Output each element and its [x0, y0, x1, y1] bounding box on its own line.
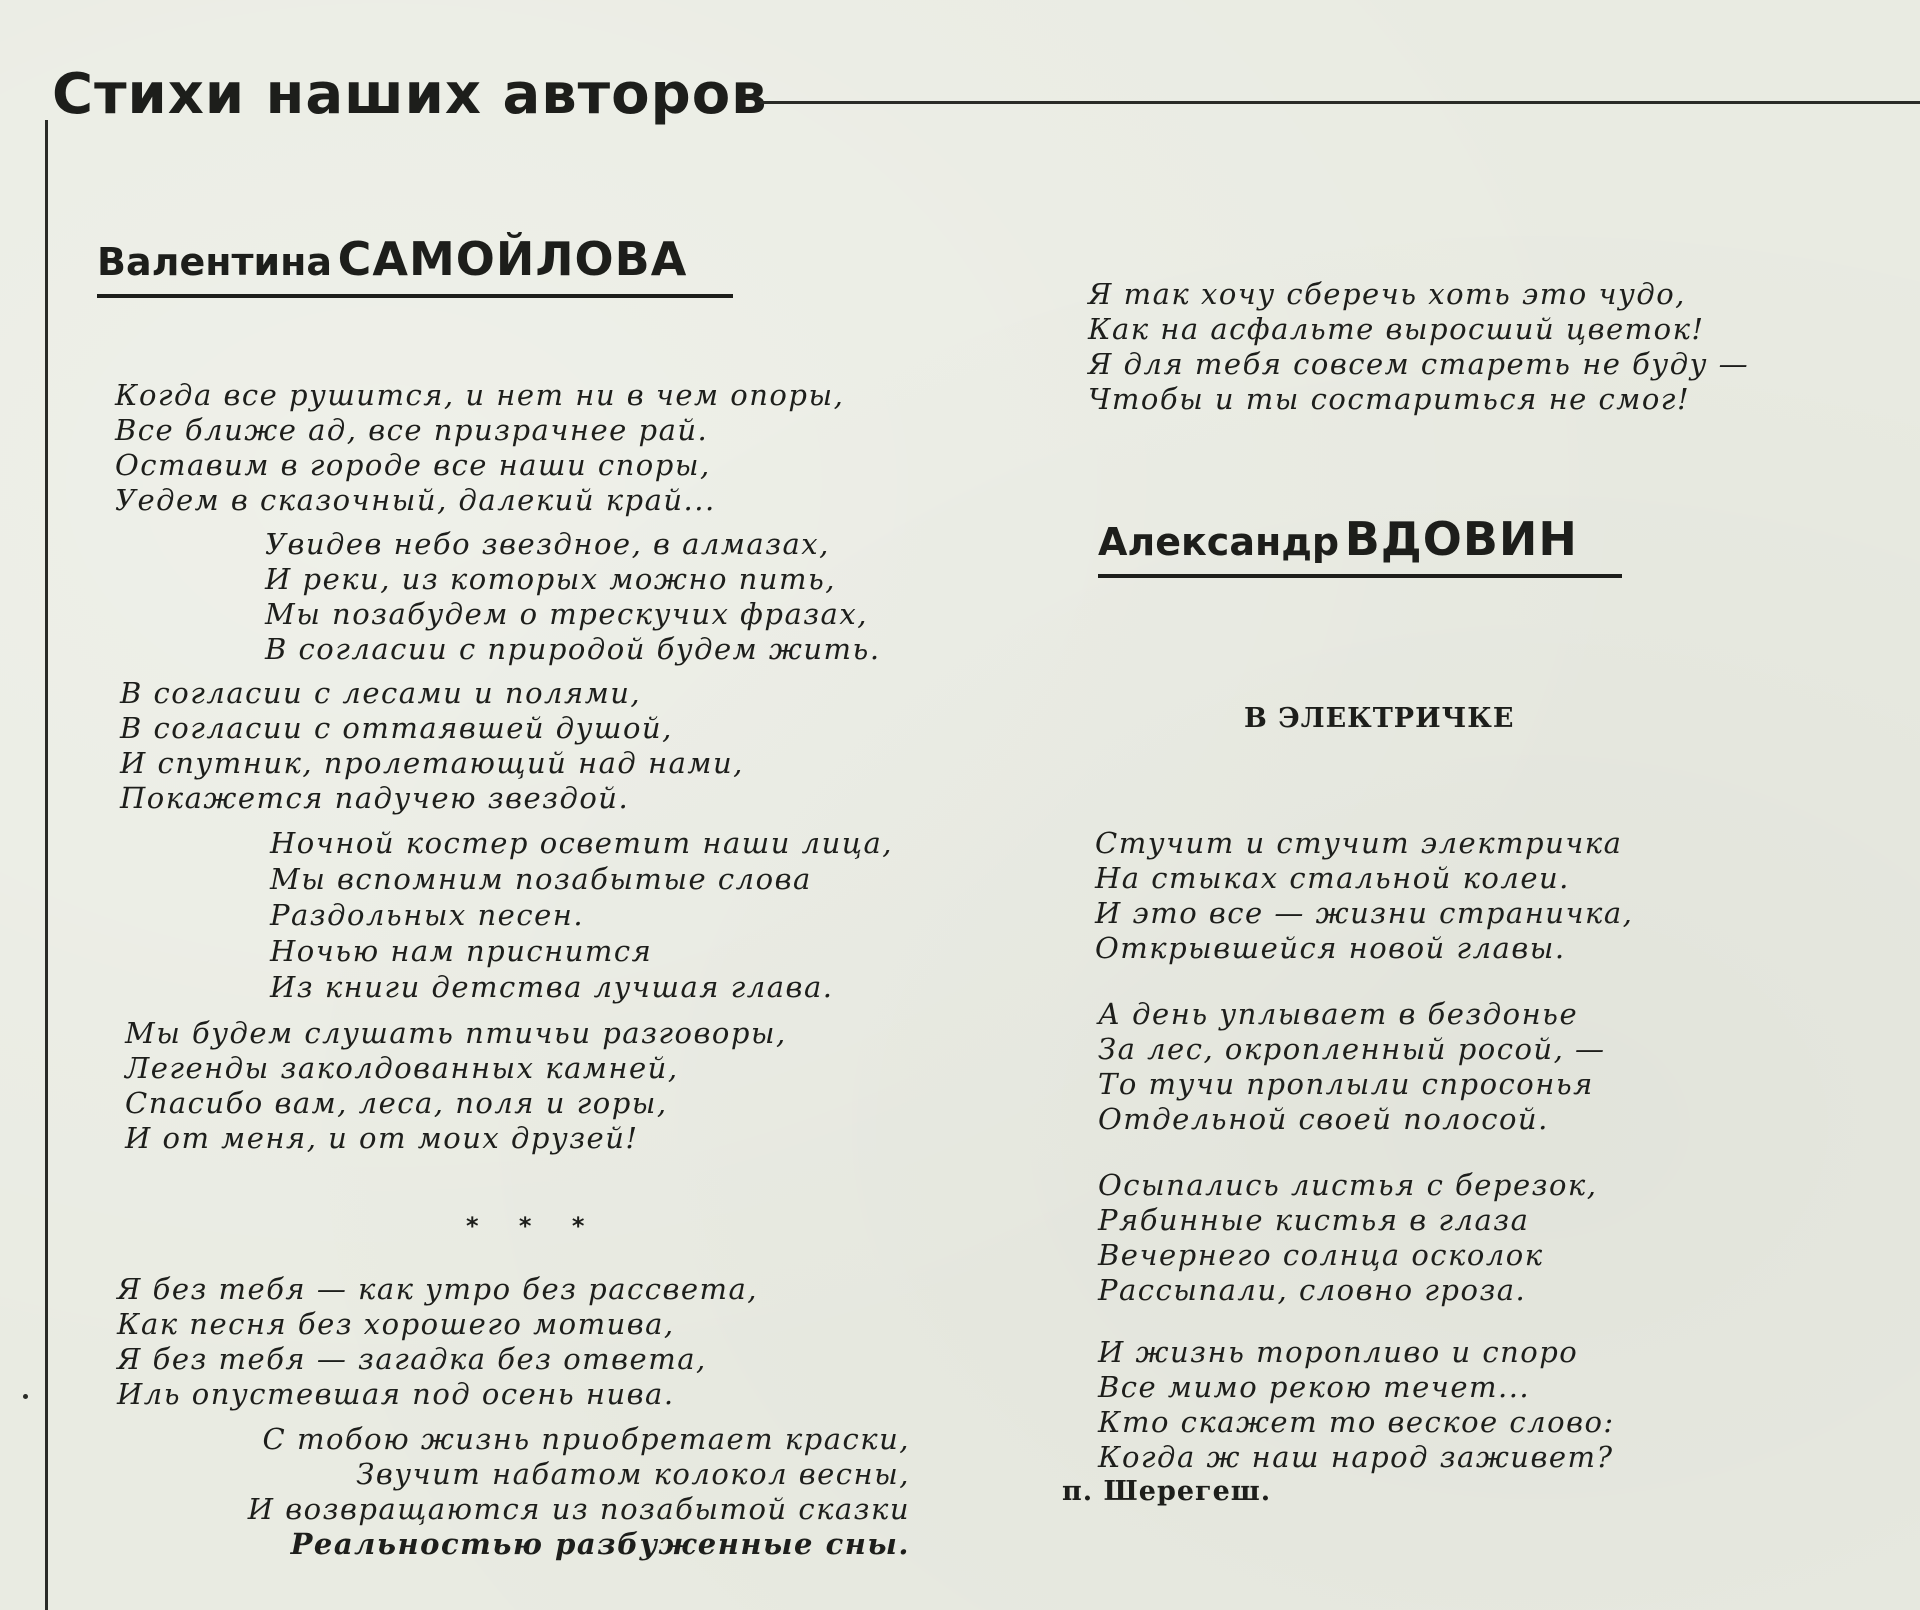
- verse-line: На стыках стальной колеи.: [1095, 861, 1570, 895]
- verse-line: Я без тебя — как утро без рассвета,: [117, 1272, 759, 1306]
- verse-line: И реки, из которых можно пить,: [265, 562, 836, 596]
- poem3-stanza-4: [1098, 1335, 1615, 1475]
- verse-line: Вечернего солнца осколок: [1098, 1238, 1544, 1272]
- verse-line: То тучи проплыли спросонья: [1098, 1067, 1594, 1101]
- verse-line: И это все — жизни страничка,: [1095, 896, 1634, 930]
- column-rule: [45, 120, 48, 1610]
- verse-line: Кто скажет то веское слово:: [1098, 1405, 1615, 1439]
- poem2-continued-stanza: [1088, 277, 1749, 417]
- verse-line: Когда ж наш народ заживет?: [1098, 1440, 1614, 1474]
- verse-line: Увидев небо звездное, в алмазах,: [265, 527, 830, 561]
- poem1-stanza-4: [270, 825, 893, 1005]
- page-title: Стихи наших авторов: [52, 62, 768, 127]
- author-heading-samoylova: [97, 232, 733, 298]
- verse-line: Покажется падучею звездой.: [120, 781, 630, 815]
- poem1-stanza-5: [125, 1016, 787, 1156]
- verse-line: Как на асфальте выросший цветок!: [1088, 312, 1705, 346]
- verse-line: Я так хочу сберечь хоть это чудо,: [1088, 277, 1686, 311]
- verse-line: Как песня без хорошего мотива,: [117, 1307, 675, 1341]
- verse-line: Ночной костер осветит наши лица,: [270, 826, 893, 860]
- poem1-stanza-3: [120, 676, 744, 816]
- verse-line: Отдельной своей полосой.: [1098, 1102, 1549, 1136]
- verse-line: Все мимо рекою течет...: [1098, 1370, 1531, 1404]
- verse-line: Раздольных песен.: [270, 898, 585, 932]
- verse-line: Мы будем слушать птичьи разговоры,: [125, 1016, 787, 1050]
- verse-line: Рассыпали, словно гроза.: [1098, 1273, 1527, 1307]
- verse-line: И спутник, пролетающий над нами,: [120, 746, 744, 780]
- author-last-name: ВДОВИН: [1344, 512, 1578, 566]
- verse-line: Оставим в городе все наши споры,: [115, 448, 711, 482]
- verse-line: Спасибо вам, леса, поля и горы,: [125, 1086, 668, 1120]
- verse-line: Я для тебя совсем стареть не буду —: [1088, 347, 1750, 381]
- verse-line: Иль опустевшая под осень нива.: [117, 1377, 675, 1411]
- verse-line: И возвращаются из позабытой сказки: [247, 1492, 910, 1526]
- place-signature: п. Шерегеш.: [1062, 1476, 1272, 1507]
- verse-line: В согласии с оттаявшей душой,: [120, 711, 673, 745]
- poem1-stanza-1: [115, 378, 844, 518]
- verse-line: Реальностью разбуженные сны.: [290, 1527, 910, 1561]
- verse-line: С тобою жизнь приобретает краски,: [262, 1422, 910, 1456]
- poem2-stanza-1: [117, 1272, 758, 1412]
- poem3-stanza-1: [1095, 826, 1633, 966]
- author-heading-vdovin: [1098, 512, 1622, 578]
- verse-line: Я без тебя — загадка без ответа,: [117, 1342, 707, 1376]
- verse-line: Осыпались листья с березок,: [1098, 1168, 1598, 1202]
- verse-line: За лес, окропленный росой, —: [1098, 1032, 1606, 1066]
- verse-line: Чтобы и ты состариться не смог!: [1088, 382, 1691, 416]
- poem2-stanza-2: [226, 1422, 910, 1562]
- verse-line: Из книги детства лучшая глава.: [270, 970, 834, 1004]
- verse-line: В согласии с природой будем жить.: [265, 632, 881, 666]
- header-rule: [760, 101, 1920, 104]
- poem3-stanza-2: [1098, 997, 1606, 1137]
- verse-line: А день уплывает в бездонье: [1098, 997, 1579, 1031]
- verse-line: Когда все рушится, и нет ни в чем опоры,: [115, 378, 845, 412]
- verse-line: Рябинные кистья в глаза: [1098, 1203, 1530, 1237]
- poem-title: В ЭЛЕКТРИЧКЕ: [1244, 703, 1515, 734]
- verse-line: Открывшейся новой главы.: [1095, 931, 1566, 965]
- verse-line: И жизнь торопливо и споро: [1098, 1335, 1579, 1369]
- poem1-stanza-2: [265, 527, 881, 667]
- verse-line: Звучит набатом колокол весны,: [356, 1457, 910, 1491]
- author-first-name: Александр: [1098, 520, 1340, 564]
- verse-line: Мы позабудем о трескучих фразах,: [265, 597, 868, 631]
- verse-line: Уедем в сказочный, далекий край...: [115, 483, 716, 517]
- verse-line: Мы вспомним позабытые слова: [270, 862, 812, 896]
- poem3-stanza-3: [1098, 1168, 1597, 1308]
- author-last-name: САМОЙЛОВА: [337, 232, 688, 286]
- verse-line: Стучит и стучит электричка: [1095, 826, 1623, 860]
- verse-line: Все ближе ад, все призрачнее рай.: [115, 413, 709, 447]
- verse-line: И от меня, и от моих друзей!: [125, 1121, 639, 1155]
- verse-line: Легенды заколдованных камней,: [125, 1051, 679, 1085]
- section-separator: * * *: [466, 1212, 601, 1240]
- author-first-name: Валентина: [97, 240, 333, 284]
- verse-line: Ночью нам приснится: [270, 934, 653, 968]
- print-speck: [23, 1394, 28, 1399]
- verse-line: В согласии с лесами и полями,: [120, 676, 642, 710]
